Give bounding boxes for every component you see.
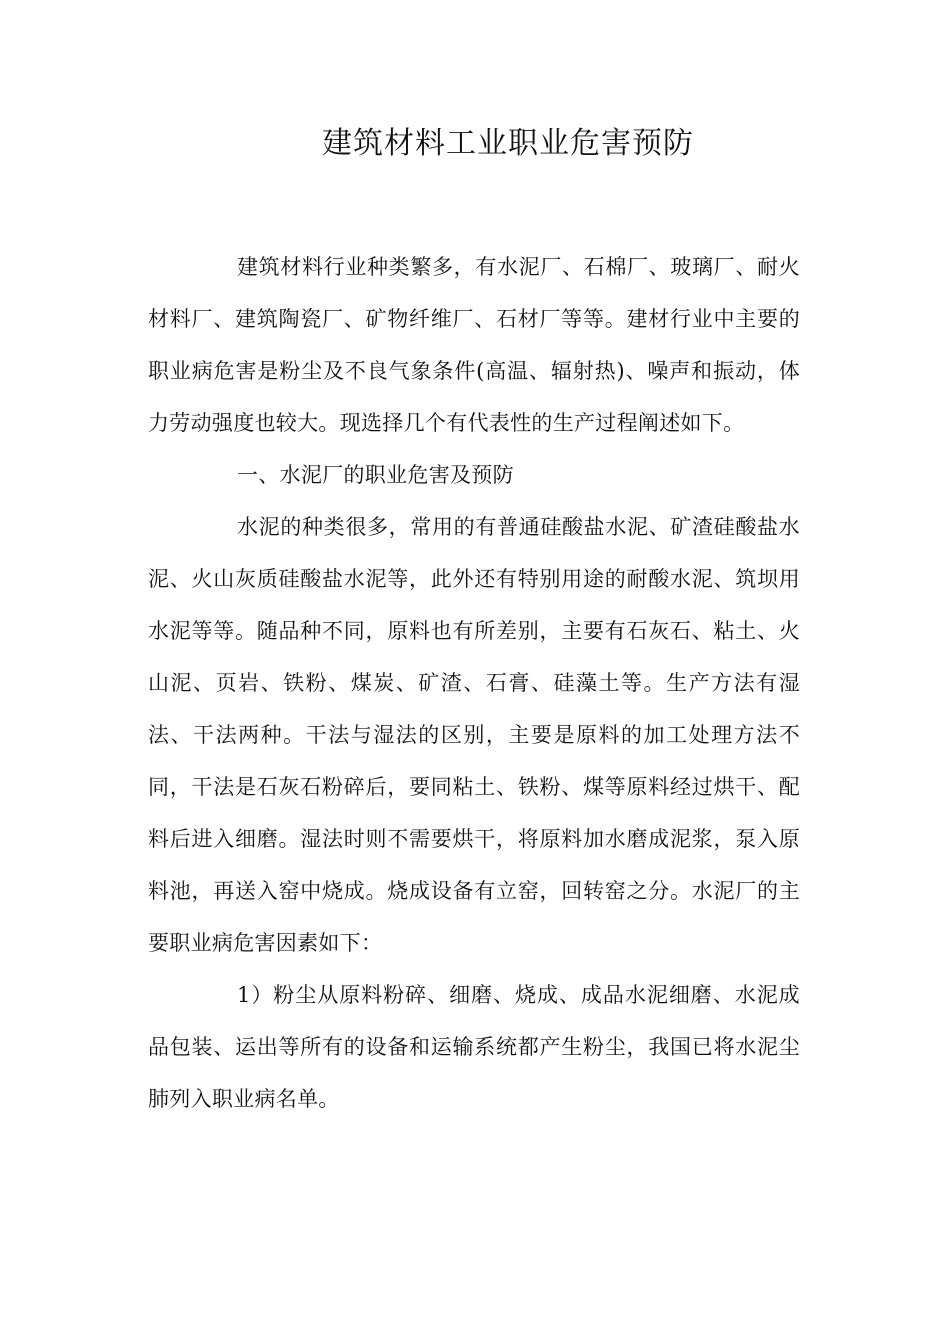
- document-body: [148, 241, 800, 1125]
- paragraph-dust-hazard: 1）粉尘从原料粉碎、细磨、烧成、成品水泥细磨、水泥成品包装、运出等所有的设备和运输系统都产生粉尘，我国已将水泥尘肺列入职业病名单。: [148, 983, 800, 1111]
- section-heading-cement: 一、水泥厂的职业危害及预防: [237, 463, 514, 487]
- paragraph-intro: 建筑材料行业种类繁多，有水泥厂、石棉厂、玻璃厂、耐火材料厂、建筑陶瓷厂、矿物纤维厂、石材厂等等。建材行业中主要的职业病危害是粉尘及不良气象条件(高温、辐射热)、噪声和振动，体力劳动强度也较大。现选择几个有代表性的生产过程阐述如下。: [148, 255, 800, 435]
- paragraph-cement-process: 水泥的种类很多，常用的有普通硅酸盐水泥、矿渣硅酸盐水泥、火山灰质硅酸盐水泥等，此外还有特别用途的耐酸水泥、筑坝用水泥等等。随品种不同，原料也有所差别，主要有石灰石、粘土、火山泥、页岩、铁粉、煤炭、矿渣、石膏、硅藻土等。生产方法有湿法、干法两种。干法与湿法的区别，主要是原料的加工处理方法不同，干法是石灰石粉碎后，要同粘土、铁粉、煤等原料经过烘干、配料后进入细磨。湿法时则不需要烘干，将原料加水磨成泥浆，泵入原料池，再送入窑中烧成。烧成设备有立窑，回转窑之分。水泥厂的主要职业病危害因素如下：: [148, 515, 800, 955]
- document-title: 建筑材料工业职业危害预防: [322, 126, 694, 161]
